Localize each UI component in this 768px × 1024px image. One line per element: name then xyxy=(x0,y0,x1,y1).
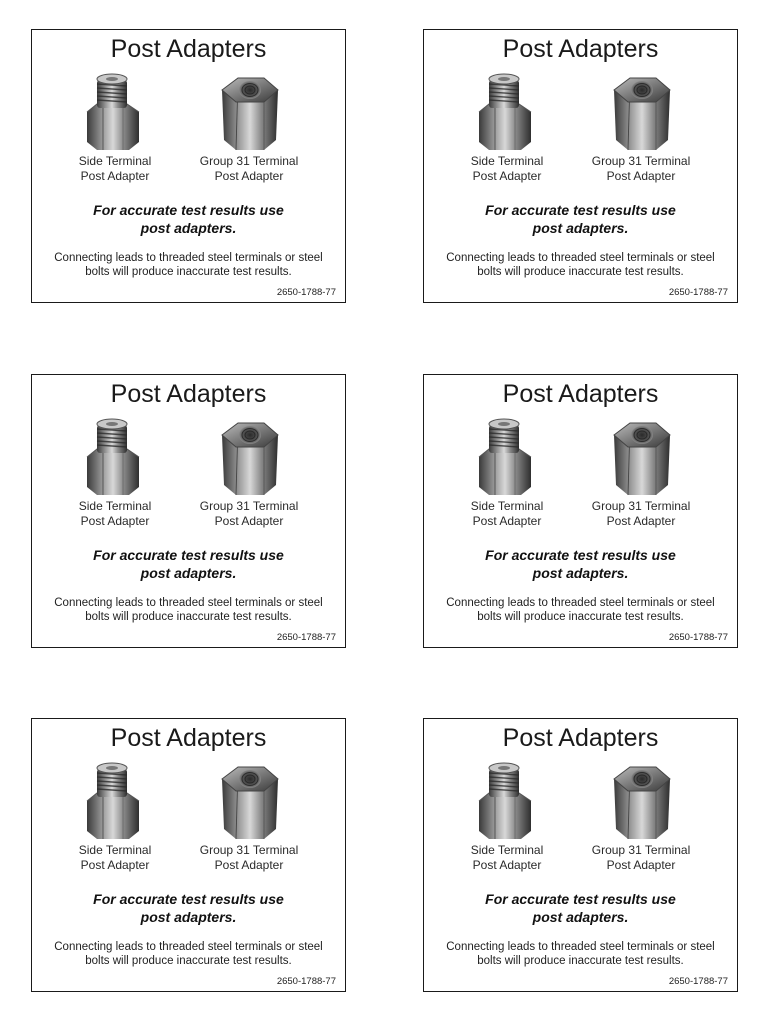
card-headline: For accurate test results use post adapters. xyxy=(93,547,284,581)
group31-terminal-adapter-image xyxy=(214,757,284,841)
group31-terminal-caption: Group 31 Terminal Post Adapter xyxy=(199,154,299,183)
post-adapters-card xyxy=(31,29,346,303)
part-number: 2650-1788-77 xyxy=(668,287,728,298)
group31-terminal-adapter-image xyxy=(214,68,284,152)
group31-terminal-adapter-image xyxy=(606,757,676,841)
card-headline: For accurate test results use post adapters. xyxy=(93,202,284,236)
card-title: Post Adapters xyxy=(502,380,659,408)
group31-terminal-adapter-image xyxy=(606,68,676,152)
part-number: 2650-1788-77 xyxy=(668,976,728,987)
group31-terminal-adapter-image xyxy=(606,413,676,497)
post-adapters-card xyxy=(423,718,738,992)
side-terminal-adapter-image xyxy=(469,757,539,841)
side-terminal-adapter-image xyxy=(77,68,147,152)
group31-terminal-caption: Group 31 Terminal Post Adapter xyxy=(199,499,299,528)
side-terminal-caption: Side Terminal Post Adapter xyxy=(470,843,544,872)
side-terminal-caption: Side Terminal Post Adapter xyxy=(78,499,152,528)
group31-terminal-adapter-image xyxy=(214,413,284,497)
card-title: Post Adapters xyxy=(110,380,267,408)
post-adapters-card xyxy=(423,29,738,303)
card-body-text: Connecting leads to threaded steel terminals or steel bolts will produce inaccurate test results. xyxy=(446,252,715,278)
post-adapters-card xyxy=(31,374,346,648)
card-title: Post Adapters xyxy=(110,724,267,752)
group31-terminal-caption: Group 31 Terminal Post Adapter xyxy=(591,499,691,528)
group31-terminal-caption: Group 31 Terminal Post Adapter xyxy=(199,843,299,872)
side-terminal-caption: Side Terminal Post Adapter xyxy=(78,154,152,183)
side-terminal-adapter-image xyxy=(469,413,539,497)
card-body-text: Connecting leads to threaded steel terminals or steel bolts will produce inaccurate test results. xyxy=(54,252,323,278)
post-adapters-card xyxy=(31,718,346,992)
card-headline: For accurate test results use post adapters. xyxy=(485,202,676,236)
card-headline: For accurate test results use post adapters. xyxy=(93,891,284,925)
card-body-text: Connecting leads to threaded steel terminals or steel bolts will produce inaccurate test results. xyxy=(54,941,323,967)
side-terminal-caption: Side Terminal Post Adapter xyxy=(470,499,544,528)
card-body-text: Connecting leads to threaded steel terminals or steel bolts will produce inaccurate test results. xyxy=(446,941,715,967)
card-title: Post Adapters xyxy=(502,724,659,752)
part-number: 2650-1788-77 xyxy=(276,976,336,987)
post-adapters-card xyxy=(423,374,738,648)
part-number: 2650-1788-77 xyxy=(276,632,336,643)
card-body-text: Connecting leads to threaded steel terminals or steel bolts will produce inaccurate test results. xyxy=(54,597,323,623)
group31-terminal-caption: Group 31 Terminal Post Adapter xyxy=(591,843,691,872)
side-terminal-adapter-image xyxy=(469,68,539,152)
card-title: Post Adapters xyxy=(502,35,659,63)
card-title: Post Adapters xyxy=(110,35,267,63)
card-headline: For accurate test results use post adapters. xyxy=(485,891,676,925)
side-terminal-caption: Side Terminal Post Adapter xyxy=(78,843,152,872)
part-number: 2650-1788-77 xyxy=(668,632,728,643)
card-body-text: Connecting leads to threaded steel terminals or steel bolts will produce inaccurate test results. xyxy=(446,597,715,623)
group31-terminal-caption: Group 31 Terminal Post Adapter xyxy=(591,154,691,183)
card-headline: For accurate test results use post adapters. xyxy=(485,547,676,581)
side-terminal-caption: Side Terminal Post Adapter xyxy=(470,154,544,183)
part-number: 2650-1788-77 xyxy=(276,287,336,298)
side-terminal-adapter-image xyxy=(77,413,147,497)
side-terminal-adapter-image xyxy=(77,757,147,841)
